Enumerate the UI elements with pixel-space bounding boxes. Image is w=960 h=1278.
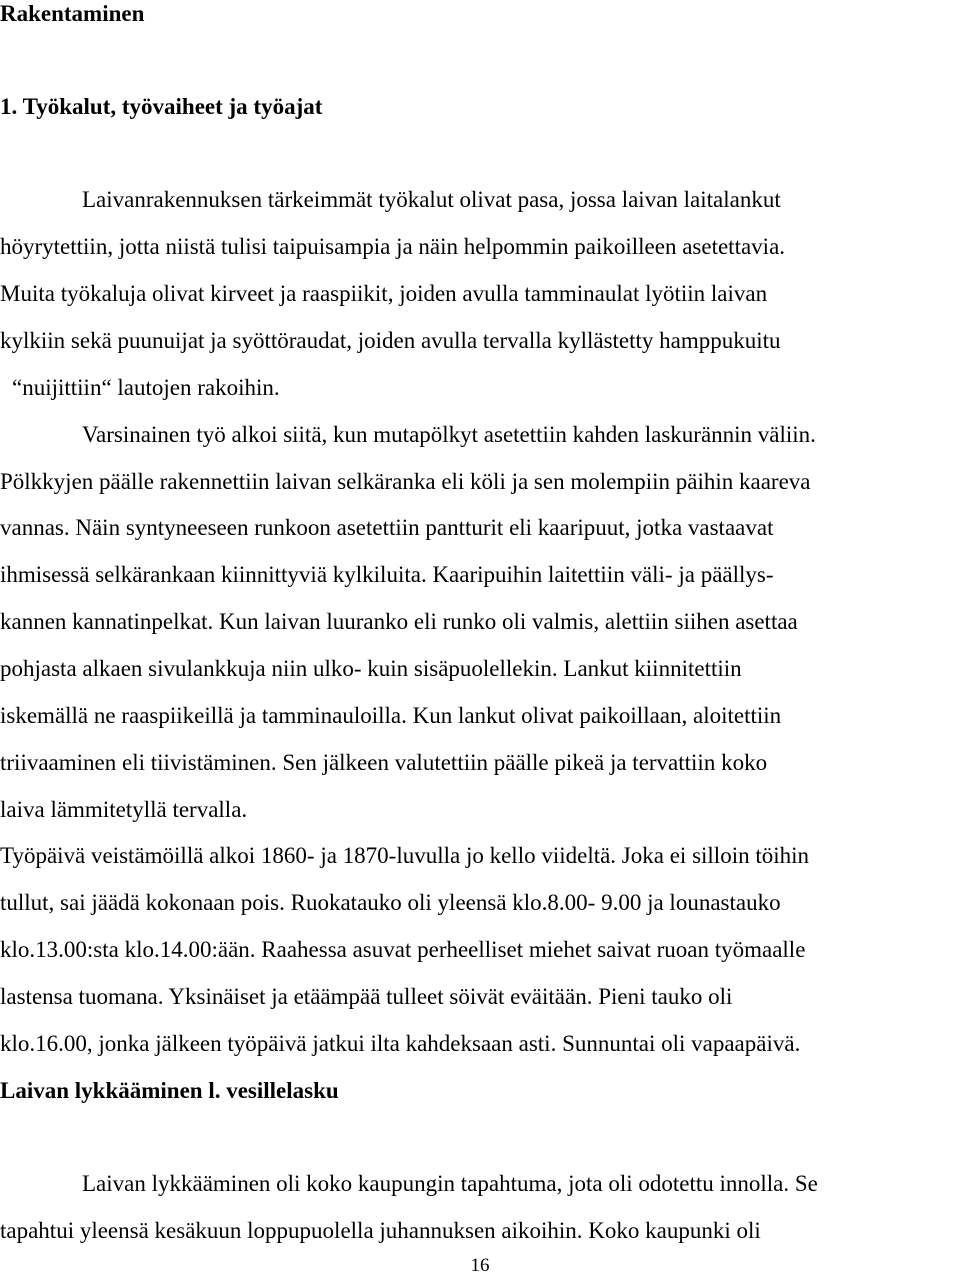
paragraph-line: iskemällä ne raaspiikeillä ja tamminauloilla. Kun lankut olivat paikoillaan, aloitettiin — [0, 703, 782, 728]
paragraph-line: Laivan lykkääminen oli koko kaupungin tapahtuma, jota oli odotettu innolla. Se — [82, 1171, 818, 1196]
paragraph-line: tapahtui yleensä kesäkuun loppupuolella juhannuksen aikoihin. Koko kaupunki oli — [0, 1218, 761, 1243]
paragraph-line: vannas. Näin syntyneeseen runkoon asetettiin pantturit eli kaaripuut, jotka vastaavat — [0, 515, 774, 540]
paragraph-line: pohjasta alkaen sivulankkuja niin ulko- kuin sisäpuolellekin. Lankut kiinnitettiin — [0, 656, 742, 681]
paragraph-line: “nuijittiin“ lautojen rakoihin. — [12, 375, 280, 400]
paragraph-line: Varsinainen työ alkoi siitä, kun mutapölkyt asetettiin kahden laskurännin väliin. — [82, 422, 816, 447]
paragraph-line: tullut, sai jäädä kokonaan pois. Ruokatauko oli yleensä klo.8.00- 9.00 ja lounastauko — [0, 890, 781, 915]
paragraph-line: lastensa tuomana. Yksinäiset ja etäämpää tulleet söivät eväitään. Pieni tauko oli — [0, 984, 733, 1009]
page-number: 16 — [470, 1255, 490, 1276]
paragraph-line: klo.13.00:sta klo.14.00:ään. Raahessa asuvat perheelliset miehet saivat ruoan työmaalle — [0, 937, 806, 962]
paragraph-line: ihmisessä selkärankaan kiinnittyviä kylkiluita. Kaaripuihin laitettiin väli- ja päällys- — [0, 562, 774, 587]
subheading: Laivan lykkääminen l. vesillelasku — [0, 1078, 339, 1103]
paragraph-line: Muita työkaluja olivat kirveet ja raaspiikit, joiden avulla tamminaulat lyötiin laivan — [0, 281, 768, 306]
paragraph-line: höyrytettiin, jotta niistä tulisi taipuisampia ja näin helpommin paikoilleen asetettavia. — [0, 234, 786, 259]
paragraph-line: Pölkkyjen päälle rakennettiin laivan selkäranka eli köli ja sen molempiin päihin kaareva — [0, 469, 811, 494]
paragraph-line: kannen kannatinpelkat. Kun laivan luuranko eli runko oli valmis, alettiin siihen asettaa — [0, 609, 798, 634]
chapter-heading: 1. Työkalut, työvaiheet ja työajat — [0, 94, 323, 119]
section-title: Rakentaminen — [0, 1, 145, 26]
paragraph-line: klo.16.00, jonka jälkeen työpäivä jatkui ilta kahdeksaan asti. Sunnuntai oli vapaapäivä. — [0, 1031, 801, 1056]
paragraph-line: Työpäivä veistämöillä alkoi 1860- ja 1870-luvulla jo kello viideltä. Joka ei silloin töihin — [0, 843, 809, 868]
paragraph-line: laiva lämmitetyllä tervalla. — [0, 797, 248, 822]
paragraph-line: triivaaminen eli tiivistäminen. Sen jälkeen valutettiin päälle pikeä ja tervattiin koko — [0, 750, 768, 775]
paragraph-line: Laivanrakennuksen tärkeimmät työkalut olivat pasa, jossa laivan laitalankut — [82, 187, 781, 212]
paragraph-line: kylkiin sekä puunuijat ja syöttöraudat, joiden avulla tervalla kyllästetty hamppukuitu — [0, 328, 781, 353]
